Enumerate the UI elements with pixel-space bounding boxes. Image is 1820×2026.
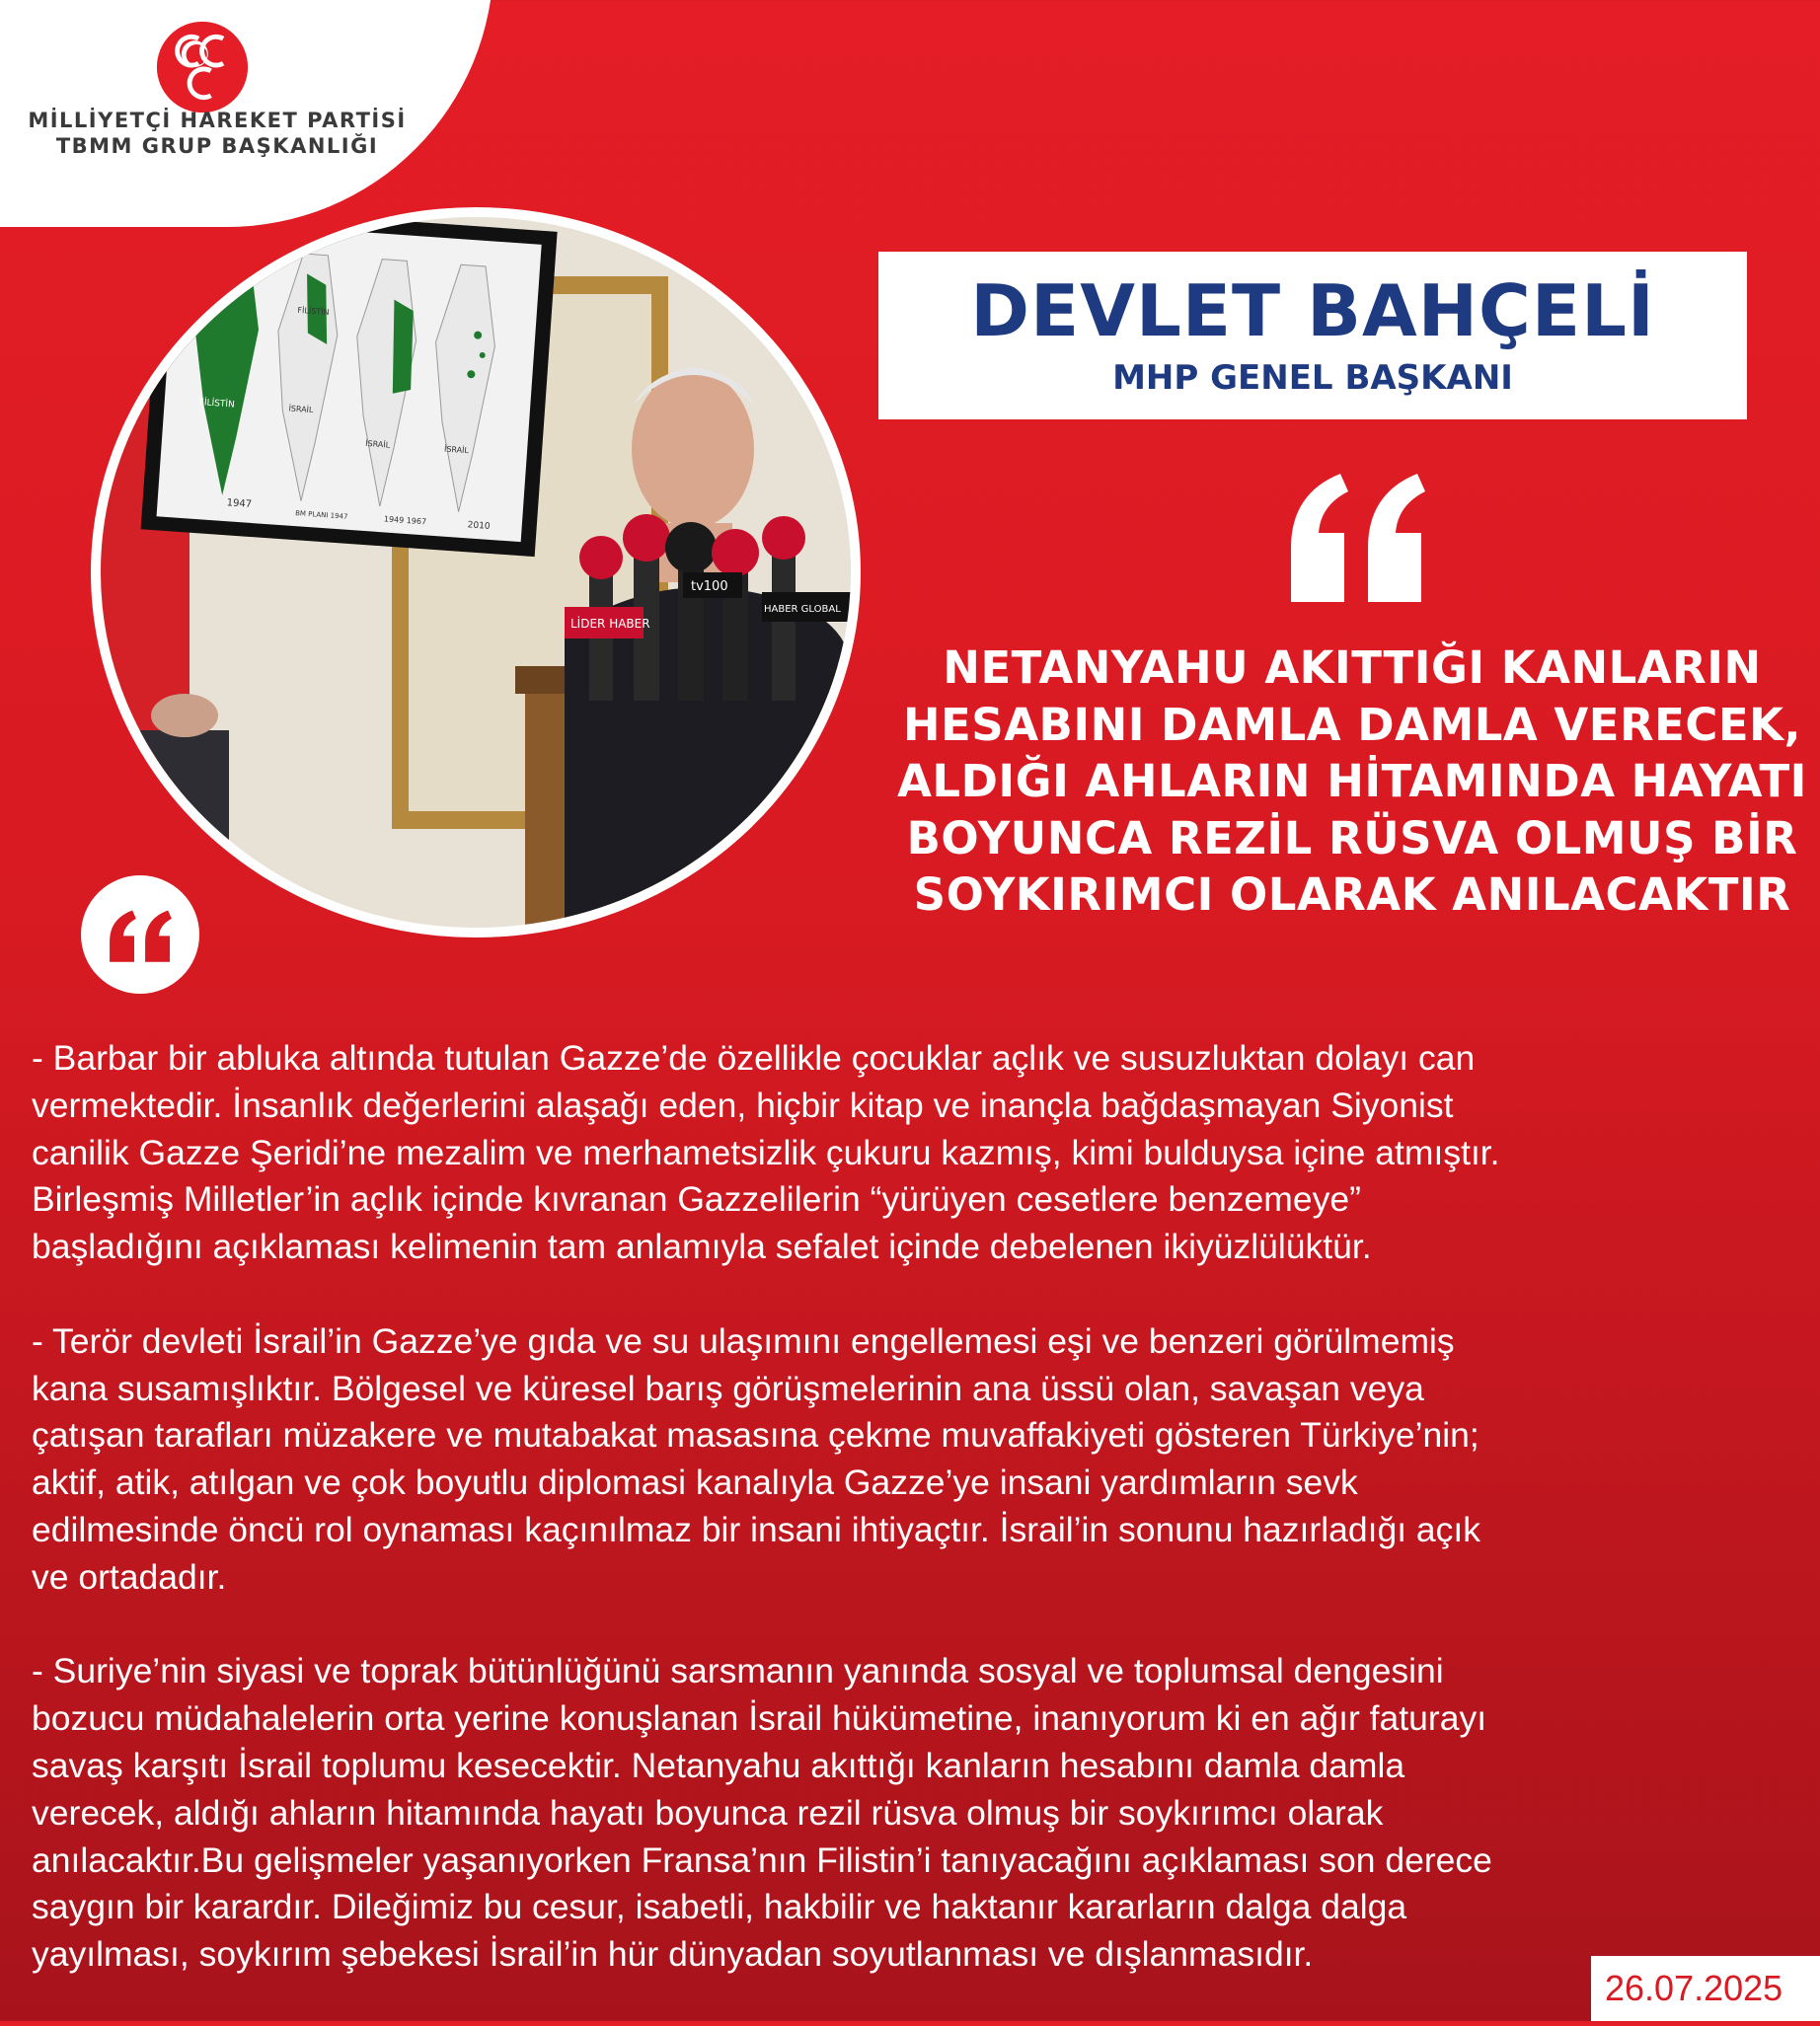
paragraph-2: [32, 1318, 1798, 1602]
map-year-3: 1949 1967: [383, 514, 427, 527]
quote-open-icon: [1283, 454, 1431, 612]
text-line: çatışan tarafları müzakere ve mutabakat masasına çekme muvaffakiyeti gösteren Türkiye’nin;: [32, 1415, 1479, 1456]
text-line: verecek, aldığı ahların hitamında hayatı boyunca rezil rüsva olmuş bir soykırımcı olarak: [32, 1792, 1384, 1833]
map-year-1: 1947: [226, 497, 253, 510]
text-line: bozucu müdahalelerin orta yerine konuşlanan İsrail hükümetine, inanıyorum ki en ağır faturayı: [32, 1698, 1487, 1739]
text-line: yayılması, soykırım şebekesi İsrail’in hür dünyadan soyutlanması ve dışlanmasıdır.: [32, 1934, 1314, 1975]
paragraph-1: [32, 1035, 1798, 1271]
date-text: 26.07.2025: [1605, 1968, 1783, 2008]
map-label-2: FİLİSTİN: [297, 305, 330, 317]
map-label-5: İSRAİL: [443, 444, 470, 456]
speaker-photo: [101, 217, 851, 928]
headline-quote: [888, 639, 1816, 924]
text-line: edilmesinde öncü rol oynaması kaçınılmaz bir insani ihtiyaçtır. İsrail’in sonunu hazırladığı açık: [32, 1509, 1481, 1549]
headline-line: NETANYAHU AKITTIĞI KANLARIN: [943, 641, 1762, 694]
text-line: - Terör devleti İsrail’in Gazze’ye gıda ve su ulaşımını engellemesi eşi ve benzeri görülmemiş: [32, 1320, 1455, 1361]
headline-line: ALDIĞI AHLARIN HİTAMINDA HAYATI: [897, 755, 1807, 807]
speaker-name: DEVLET BAHÇELİ: [970, 269, 1655, 352]
statement-body: [32, 1035, 1798, 2026]
mic-label-1: LİDER HABER: [570, 617, 650, 631]
text-line: ve ortadadır.: [32, 1556, 227, 1597]
party-group-name: TBMM GRUP BAŞKANLIĞI: [55, 134, 379, 158]
date-badge: [1591, 1956, 1820, 2021]
text-line: başladığını açıklaması kelimenin tam anlamıyla sefalet içinde debelenen ikiyüzlülüktür.: [32, 1227, 1372, 1267]
paragraph-3: [32, 1648, 1798, 1979]
text-line: anılacaktır.Bu gelişmeler yaşanıyorken Fransa’nın Filistin’i tanıyacağını açıklaması son derece: [32, 1839, 1492, 1880]
text-line: - Barbar bir abluka altında tutulan Gazze’de özellikle çocuklar açlık ve susuzluktan dolayı can: [32, 1038, 1476, 1078]
text-line: canilik Gazze Şeridi’ne mezalim ve merhametsizlik çukuru kazmış, kimi bulduysa içine atmıştır.: [32, 1132, 1500, 1172]
map-label-4: İSRAİL: [364, 438, 391, 450]
text-line: aktif, atik, atılgan ve çok boyutlu diplomasi kanalıyla Gazze’ye insani yardımların sevk: [32, 1463, 1358, 1503]
quote-small-icon: [106, 905, 175, 964]
headline-line: HESABINI DAMLA DAMLA VERECEK,: [902, 698, 1802, 751]
map-year-2: BM PLANI 1947: [294, 509, 348, 521]
map-year-4: 2010: [467, 520, 491, 532]
text-line: kana susamışlıktır. Bölgesel ve küresel barış görüşmelerinin ana üssü olan, savaşan veya: [32, 1368, 1424, 1408]
headline-line: SOYKIRIMCI OLARAK ANILACAKTIR: [913, 868, 1791, 921]
speaker-title: MHP GENEL BAŞKANI: [1112, 358, 1513, 398]
text-line: saygın bir karardır. Dileğimiz bu cesur, isabetli, hakbilir ve haktanır kararların dalga dalga: [32, 1887, 1407, 1927]
text-line: - Suriye’nin siyasi ve toprak bütünlüğünü sarsmanın yanında sosyal ve toplumsal dengesini: [32, 1651, 1444, 1691]
text-line: vermektedir. İnsanlık değerlerini alaşağı eden, hiçbir kitap ve inançla bağdaşmayan Siyonist: [32, 1085, 1454, 1125]
mhp-logo-icon: [155, 20, 250, 114]
quote-badge: [81, 875, 199, 994]
mic-label-2: tv100: [691, 579, 728, 594]
text-line: savaş karşıtı İsrail toplumu kesecektir. Netanyahu akıttığı kanların hesabını damla damla: [32, 1745, 1405, 1785]
party-name: MİLLİYETÇİ HAREKET PARTİSİ: [28, 109, 407, 132]
map-label-1: FİLİSTİN: [198, 398, 236, 411]
map-label-3: İSRAİL: [288, 404, 314, 415]
text-line: Birleşmiş Milletler’in açlık içinde kıvranan Gazzelilerin “yürüyen cesetlere benzemeye”: [32, 1179, 1361, 1220]
mic-label-3: HABER GLOBAL: [764, 604, 841, 615]
speaker-banner: [878, 252, 1747, 419]
headline-line: BOYUNCA REZİL RÜSVA OLMUŞ BİR: [906, 811, 1798, 864]
